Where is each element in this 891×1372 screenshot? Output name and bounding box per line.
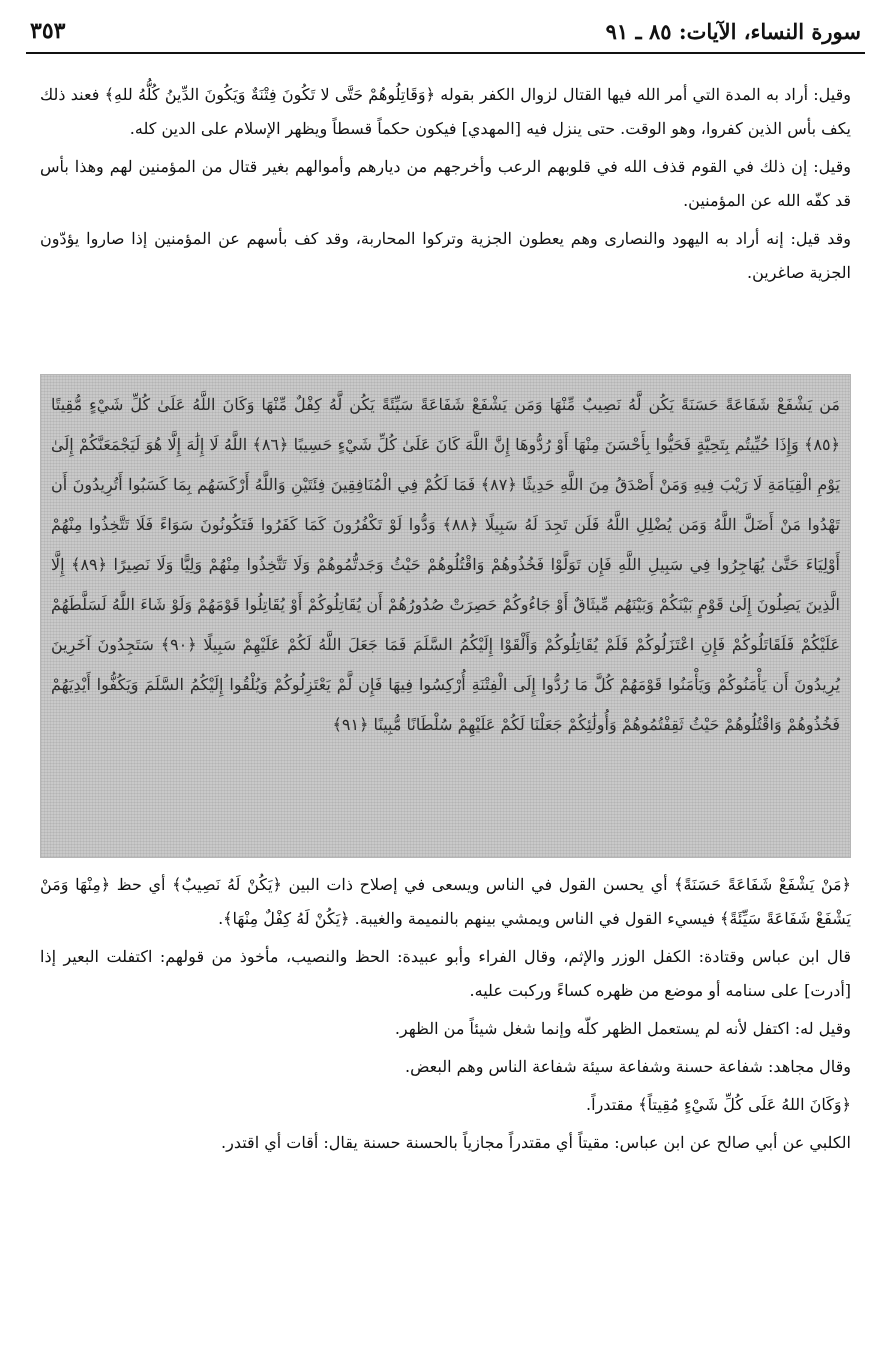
- commentary-bottom: [40, 868, 851, 1160]
- page-number: ٣٥٣: [30, 18, 66, 44]
- paragraph-8: ﴿وَكَانَ اللهُ عَلَى كُلِّ شَيْءٍ مُقِيتاً﴾ مقتدراً.: [586, 1095, 851, 1114]
- paragraph-9: الكلبي عن أبي صالح عن ابن عباس: مقيتاً أي مقتدراً مجازياً بالحسنة حسنة يقال: أقات أي اقتدر.: [221, 1133, 851, 1152]
- surah-title: سورة النساء، الآيات: ٨٥ ـ ٩١: [605, 18, 861, 44]
- commentary-top: [40, 78, 851, 290]
- paragraph-7: وقال مجاهد: شفاعة حسنة وشفاعة سيئة شفاعة الناس وهم البعض.: [404, 1057, 851, 1076]
- page-header: [30, 14, 861, 48]
- paragraph-5: قال ابن عباس وقتادة: الكفل الوزر والإثم، وقال الفراء وأبو عبيدة: الحظ والنصيب، مأخوذ من قولهم: اكتفلت البعير إذا [أدرت] على سنامه أو موضع من ظهره كساءً وركبت عليه.: [40, 947, 851, 1000]
- quran-verses-text: مَن يَشْفَعْ شَفَاعَةً حَسَنَةً يَكُن لَّهُ نَصِيبٌ مِّنْهَا وَمَن يَشْفَعْ شَفَاعَةً سَيِّئَةً يَكُن لَّهُ كِفْلٌ مِّنْهَا وَكَانَ اللَّهُ عَلَىٰ كُلِّ شَيْءٍ مُّقِيتًا ﴿٨٥﴾ وَإِذَا حُيِّيتُم بِتَحِيَّةٍ فَحَيُّوا بِأَحْسَنَ مِنْهَا أَوْ رُدُّوهَا إِنَّ اللَّهَ كَانَ عَلَىٰ كُلِّ شَيْءٍ حَسِيبًا ﴿٨٦﴾ اللَّهُ لَا إِلَٰهَ إِلَّا هُوَ لَيَجْمَعَنَّكُمْ إِلَىٰ يَوْمِ الْقِيَامَةِ لَا رَيْبَ فِيهِ وَمَنْ أَصْدَقُ مِنَ اللَّهِ حَدِيثًا ﴿٨٧﴾ فَمَا لَكُمْ فِي الْمُنَافِقِينَ فِئَتَيْنِ وَاللَّهُ أَرْكَسَهُم بِمَا كَسَبُوا أَتُرِيدُونَ أَن تَهْدُوا مَنْ أَضَلَّ اللَّهُ وَمَن يُضْلِلِ اللَّهُ فَلَن تَجِدَ لَهُ سَبِيلًا ﴿٨٨﴾ وَدُّوا لَوْ تَكْفُرُونَ كَمَا كَفَرُوا فَتَكُونُونَ سَوَاءً فَلَا تَتَّخِذُوا مِنْهُمْ أَوْلِيَاءَ حَتَّىٰ يُهَاجِرُوا فِي سَبِيلِ اللَّهِ فَإِن تَوَلَّوْا فَخُذُوهُمْ وَاقْتُلُوهُمْ حَيْثُ وَجَدتُّمُوهُمْ وَلَا تَتَّخِذُوا مِنْهُمْ وَلِيًّا وَلَا نَصِيرًا ﴿٨٩﴾ إِلَّا الَّذِينَ يَصِلُونَ إِلَىٰ قَوْمٍ بَيْنَكُمْ وَبَيْنَهُم مِّيثَاقٌ أَوْ جَاءُوكُمْ حَصِرَتْ صُدُورُهُمْ أَن يُقَاتِلُوكُمْ أَوْ يُقَاتِلُوا قَوْمَهُمْ وَلَوْ شَاءَ اللَّهُ لَسَلَّطَهُمْ عَلَيْكُمْ فَلَقَاتَلُوكُمْ فَإِنِ اعْتَزَلُوكُمْ فَلَمْ يُقَاتِلُوكُمْ وَأَلْقَوْا إِلَيْكُمُ السَّلَمَ فَمَا جَعَلَ اللَّهُ لَكُمْ عَلَيْهِمْ سَبِيلًا ﴿٩٠﴾ سَتَجِدُونَ آخَرِينَ يُرِيدُونَ أَن يَأْمَنُوكُمْ وَيَأْمَنُوا قَوْمَهُمْ كُلَّ مَا رُدُّوا إِلَى الْفِتْنَةِ أُرْكِسُوا فِيهَا فَإِن لَّمْ يَعْتَزِلُوكُمْ وَيُلْقُوا إِلَيْكُمُ السَّلَمَ وَيَكُفُّوا أَيْدِيَهُمْ فَخُذُوهُمْ وَاقْتُلُوهُمْ حَيْثُ ثَقِفْتُمُوهُمْ وَأُولَٰئِكُمْ جَعَلْنَا لَكُمْ عَلَيْهِمْ سُلْطَانًا مُّبِينًا ﴿٩١﴾: [51, 395, 841, 734]
- paragraph-1: وقيل: أراد به المدة التي أمر الله فيها القتال لزوال الكفر بقوله ﴿وَقَاتِلُوهُمْ حَتَّى لا تَكُونَ فِتْنَةٌ وَيَكُونَ الدِّينُ كُلُّهُ للهِ﴾ فعند ذلك يكف بأس الذين كفروا، وهو الوقت. حتى ينزل فيه [المهدي] فيكون حكماً قسطاً ويظهر الإسلام على الدين كله.: [40, 85, 851, 138]
- paragraph-4: ﴿مَنْ يَشْفَعْ شَفَاعَةً حَسَنَةً﴾ أي يحسن القول في الناس ويسعى في إصلاح ذات البين ﴿يَكُنْ لَهُ نَصِيبٌ﴾ أي حظ ﴿مِنْهَا وَمَنْ يَشْفَعْ شَفَاعَةً سَيِّئَةً﴾ فيسيء القول في الناس ويمشي بينهم بالنميمة والغيبة. ﴿يَكُنْ لَهُ كِفْلٌ مِنْهَا﴾.: [40, 875, 851, 928]
- paragraph-3: وقد قيل: إنه أراد به اليهود والنصارى وهم يعطون الجزية وتركوا المحاربة، وقد كف بأسهم عن المؤمنين إذا صاروا يؤدّون الجزية صاغرين.: [40, 229, 851, 282]
- header-rule: [26, 52, 865, 54]
- paragraph-6: وقيل له: اكتفل لأنه لم يستعمل الظهر كلّه وإنما شغل شيئاً من الظهر.: [394, 1019, 851, 1038]
- paragraph-2: وقيل: إن ذلك في القوم قذف الله في قلوبهم الرعب وأخرجهم من ديارهم وأموالهم بغير قتال من المؤمنين لهم وهذا بأس قد كفّه الله عن المؤمنين.: [40, 157, 851, 210]
- quran-verses-box: [40, 374, 851, 858]
